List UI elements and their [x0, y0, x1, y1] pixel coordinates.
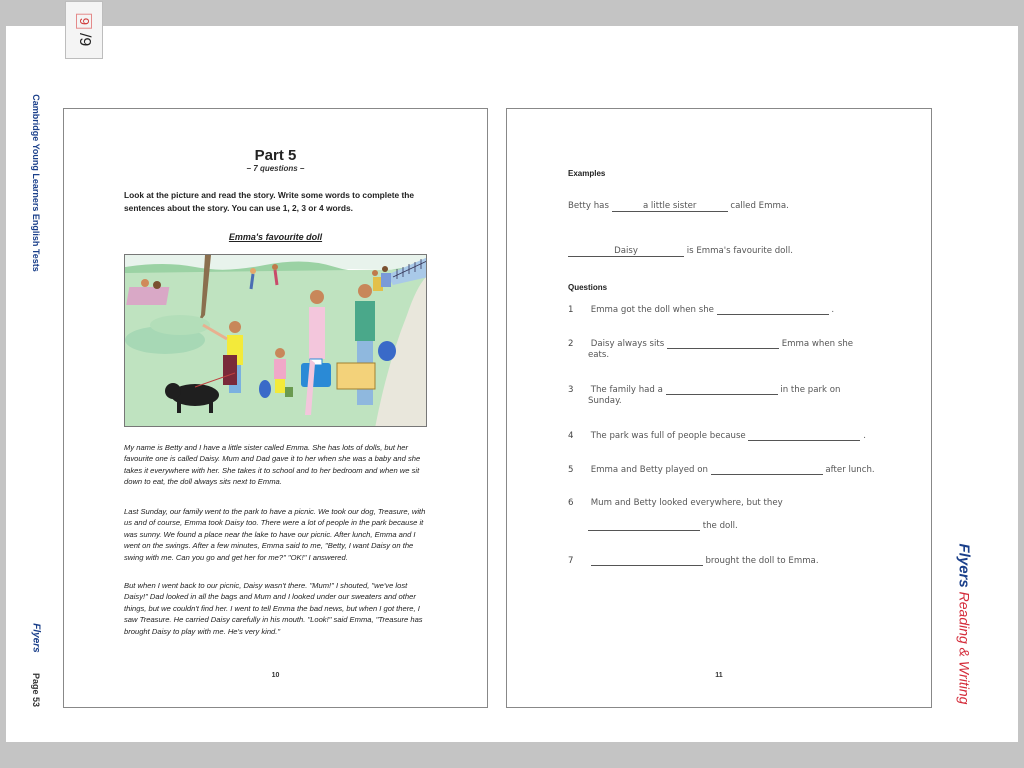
current-page-number[interactable]: 9 [76, 14, 92, 29]
question-number: 4 [568, 431, 574, 441]
part-title: Part 5 [254, 147, 297, 164]
side-brand-left: Flyers [30, 623, 42, 653]
question-number: 5 [568, 465, 574, 475]
example-2-after: is Emma's favourite doll. [686, 246, 793, 256]
example-2-answer: Daisy [568, 246, 684, 257]
question-number: 6 [568, 498, 574, 508]
question-number: 3 [568, 385, 574, 395]
question-text-mid: Emma when she [781, 339, 854, 349]
questions-heading: Questions [568, 283, 608, 292]
side-page-number: Page 53 [31, 672, 41, 708]
page-11 [506, 108, 932, 708]
question-number: 1 [568, 305, 574, 315]
answer-blank[interactable] [588, 520, 700, 531]
question-text: Emma got the doll when she [590, 305, 714, 315]
part-subtitle: – 7 questions – [246, 164, 305, 173]
question-text: The park was full of people because [590, 431, 746, 441]
question-text: Emma and Betty played on [590, 465, 708, 475]
answer-blank[interactable] [667, 338, 779, 349]
question-5 [568, 464, 875, 475]
example-1-before: Betty has [568, 201, 609, 211]
question-number: 7 [568, 556, 574, 566]
page-folio-right: 11 [715, 672, 723, 679]
question-3-cont: Sunday. [588, 396, 622, 406]
question-text-end: the doll. [702, 521, 738, 531]
question-6 [568, 498, 783, 508]
question-text: Daisy always sits [590, 339, 665, 349]
question-2-cont: eats. [588, 350, 610, 360]
park-picnic-illustration [125, 255, 427, 427]
example-1 [568, 201, 789, 212]
answer-blank[interactable] [748, 430, 860, 441]
question-text-mid: in the park on [780, 385, 841, 395]
question-text-end: . [831, 305, 835, 315]
example-1-answer: a little sister [612, 201, 728, 212]
question-1 [568, 304, 834, 315]
page-10 [63, 108, 488, 708]
question-text: The family had a [590, 385, 663, 395]
question-text-end: after lunch. [825, 465, 875, 475]
question-6-cont [588, 520, 738, 531]
question-4 [568, 430, 866, 441]
side-series-title: Cambridge Young Learners English Tests [31, 94, 41, 272]
story-paragraph-1: My name is Betty and I have a little sister called Emma. She has lots of dolls, but her favourite one is called Daisy. Mum and Dad gave it to her when she was a baby and she takes it everywhere with her. She takes it to school and to her bedroom and when we sit down to eat, the doll always sits next to Emma. [124, 443, 421, 487]
answer-blank[interactable] [591, 555, 703, 566]
question-number: 2 [568, 339, 574, 349]
page-folio-left: 10 [271, 672, 280, 679]
answer-blank[interactable] [711, 464, 823, 475]
question-text-end: brought the doll to Emma. [705, 556, 819, 566]
question-text-end: . [863, 431, 866, 441]
question-3 [568, 384, 840, 395]
instructions: Look at the picture and read the story. Write some words to complete the sentences about the story. You can use 1, 2, 3 or 4 words. [124, 190, 415, 213]
story-illustration [124, 254, 427, 427]
example-2 [568, 246, 793, 257]
question-text: Mum and Betty looked everywhere, but they [590, 498, 783, 508]
page-counter[interactable] [65, 1, 103, 59]
brand-flyers: Flyers [955, 543, 973, 588]
brand-subtitle: Reading & Writing [956, 591, 973, 705]
story-paragraph-3: But when I went back to our picnic, Daisy wasn't there. "Mum!" I shouted, "we've lost Daisy!" Dad looked in all the bags and Mum and I looked under our sweaters and other things, but we couldn't find her. I went to tell Emma the bad news, but when I got there, I saw Treasure. He carried Daisy carefully in his mouth. "Look!" said Emma, "Treasure has brought Daisy to play with me. He's very kind." [124, 581, 423, 636]
question-7 [568, 555, 819, 566]
answer-blank[interactable] [717, 304, 829, 315]
examples-heading: Examples [568, 169, 606, 178]
story-title: Emma's favourite doll [228, 232, 323, 242]
question-2 [568, 338, 853, 349]
story-paragraph-2: Last Sunday, our family went to the park to have a picnic. We took our dog, Treasure, with us and of course, Emma took Daisy too. There were a lot of people in the park because it was sunny. We found a place near the lake to have our picnic. After lunch, Emma and I went on the swings. After a few minutes, Emma said to me, "Betty, I want Daisy on the swing with me. Can you go and get her for me?" "OK!" I answered. [124, 507, 426, 562]
answer-blank[interactable] [666, 384, 778, 395]
side-brand-right [956, 544, 973, 705]
total-pages: /9 [76, 32, 93, 47]
example-1-after: called Emma. [730, 201, 789, 211]
